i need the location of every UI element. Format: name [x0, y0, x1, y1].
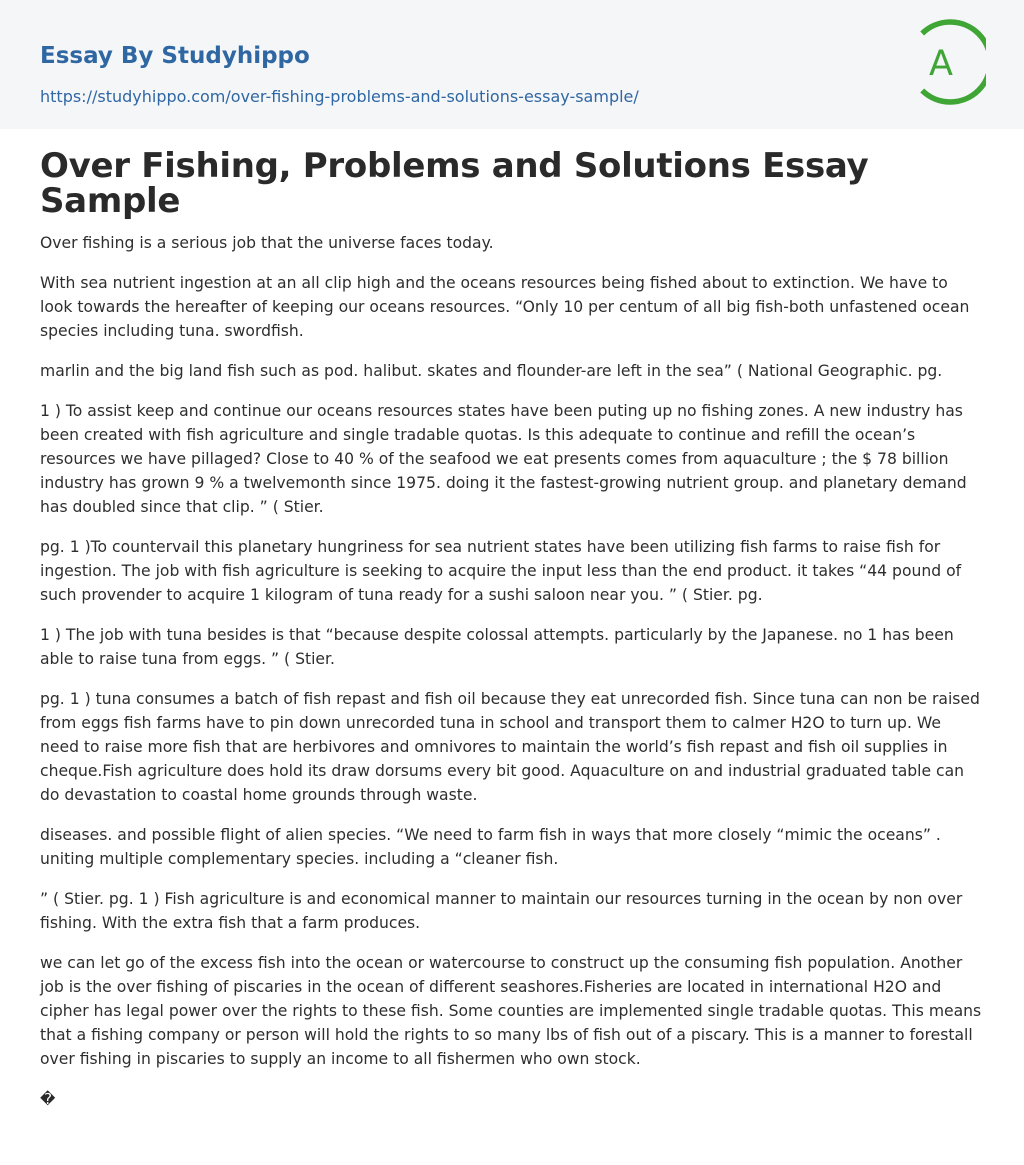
- site-brand[interactable]: Essay By Studyhippo: [40, 43, 310, 69]
- page-title: Over Fishing, Problems and Solutions Essay Sample: [40, 146, 869, 221]
- paragraph: Over fishing is a serious job that the universe faces today.: [40, 234, 494, 252]
- paragraph: With sea nutrient ingestion at an all clip high and the oceans resources being fished about to extinction. We have to look towards the hereafter of keeping our oceans resources. “Only 10 per centum of all big fish-both unfastened ocean species including tuna. swordfish.: [40, 274, 970, 340]
- paragraph: diseases. and possible flight of alien species. “We need to farm fish in ways that more closely “mimic the oceans” . uniting multiple complementary species. including a “cleaner fish.: [40, 826, 941, 868]
- replacement-character: �: [40, 1090, 56, 1108]
- paragraph: pg. 1 ) tuna consumes a batch of fish repast and fish oil because they eat unrecorded fish. Since tuna can non be raised from eggs fish farms have to pin down unrecorded tuna in school and transport them to calmer H2O to turn up. We need to raise more fish that are herbivores and omnivores to maintain the world’s fish repast and fish oil supplies in cheque.Fish agriculture does hold its draw dorsums every bit good. Aquaculture on and industrial graduated table can do devastation to coastal home grounds through waste.: [40, 690, 980, 804]
- paragraph: 1 ) To assist keep and continue our oceans resources states have been puting up no fishing zones. A new industry has been created with fish agriculture and single tradable quotas. Is this adequate to continue and refill the ocean’s resources we have pillaged? Close to 40 % of the seafood we eat presents comes from aquaculture ; the $ 78 billion industry has grown 9 % a twelvemonth since 1975. doing it the fastest-growing nutrient group. and planetary demand has doubled since that clip. ” ( Stier.: [40, 402, 967, 516]
- paragraph: pg. 1 )To countervail this planetary hungriness for sea nutrient states have been utilizing fish farms to raise fish for ingestion. The job with fish agriculture is seeking to acquire the input less than the end product. it takes “44 pound of such provender to acquire 1 kilogram of tuna ready for a sushi saloon near you. ” ( Stier. pg.: [40, 538, 962, 604]
- paragraph: marlin and the big land fish such as pod. halibut. skates and flounder-are left in the sea” ( National Geographic. pg.: [40, 362, 943, 380]
- paragraph: ” ( Stier. pg. 1 ) Fish agriculture is and economical manner to maintain our resources turning in the ocean by non over fishing. With the extra fish that a farm produces.: [40, 890, 963, 932]
- article: [0, 146, 1024, 1111]
- paragraph: 1 ) The job with tuna besides is that “because despite colossal attempts. particularly by the Japanese. no 1 has been able to raise tuna from eggs. ” ( Stier.: [40, 626, 954, 668]
- paragraph: we can let go of the excess fish into the ocean or watercourse to construct up the consuming fish population. Another job is the over fishing of piscaries in the ocean of different seashores.Fisheries are located in international H2O and cipher has legal power over the rights to these fish. Some counties are implemented single tradable quotas. This means that a fishing company or person will hold the rights to so many lbs of fish out of a piscary. This is a manner to forestall over fishing in piscaries to supply an income to all fishermen who own stock.: [40, 954, 982, 1068]
- studyhippo-logo-icon[interactable]: [916, 19, 986, 105]
- source-url-link[interactable]: https://studyhippo.com/over-fishing-problems-and-solutions-essay-sample/: [40, 87, 639, 106]
- logo-letter: A: [929, 44, 953, 84]
- site-header: [0, 0, 1024, 129]
